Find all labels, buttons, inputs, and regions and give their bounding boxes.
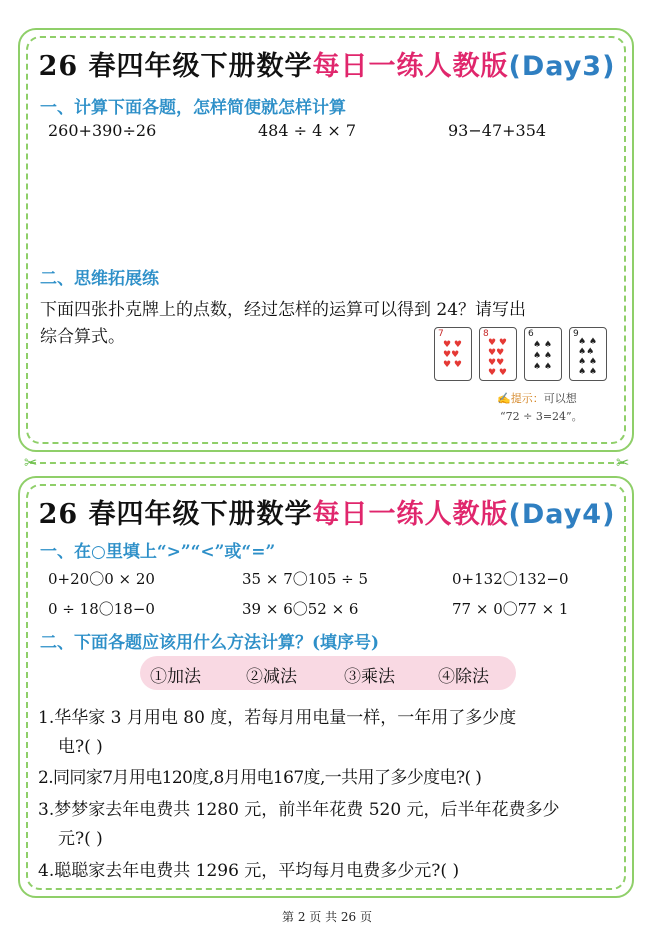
compare-item: 0+132〇132−0 [452,570,569,588]
compare-item: 77 × 0〇77 × 1 [452,600,569,618]
question-1-line1: 1.华华家 3 月用电 80 度，若每月用电量一样，一年用了多少度 [38,708,517,728]
cut-line [30,462,624,464]
option-subtract: ②减法 [246,667,297,687]
day3-calc-2: 484 ÷ 4 × 7 [258,121,357,140]
playing-card-2: 8 ♥ ♥ ♥♥ ♥♥ ♥ ♥ [479,327,517,381]
question-3-line1: 3.梦梦家去年电费共 1280 元，前半年花费 520 元，后半年花费多少 [38,800,560,820]
playing-card-1: 7 ♥ ♥ ♥♥ ♥ ♥ [434,327,472,381]
question-1-line2: 电?( ) [58,737,103,757]
scissors-icon: ✂ [24,453,38,472]
method-options [140,656,516,690]
question-2: 2.同同家7月用电120度,8月用电167度,一共用了多少度电?( ) [38,768,482,788]
heart-icon: ♥ ♥ ♥♥ ♥♥ ♥ ♥ [488,338,507,378]
day4-section1-heading: 一、在○里填上“>”“<”或“=” [40,542,276,562]
spade-icon: ♠ ♠ ♠♠ ♠ ♠ ♠ ♠ [578,337,597,377]
compare-item: 35 × 7〇105 ÷ 5 [242,570,369,588]
day3-calc-3: 93−47+354 [448,121,547,140]
hint-text: “72 ÷ 3=24”。 [500,410,583,423]
day4-section2-heading: 二、下面各题应该用什么方法计算？(填序号) [40,633,380,653]
compare-item: 0+20〇0 × 20 [48,570,155,588]
compare-item: 39 × 6〇52 × 6 [242,600,359,618]
heart-icon: ♥ ♥ ♥♥ ♥ ♥ [443,340,462,370]
day3-section1-heading: 一、计算下面各题，怎样简便就怎样计算 [40,98,346,118]
playing-card-4: 9 ♠ ♠ ♠♠ ♠ ♠ ♠ ♠ [569,327,607,381]
spade-icon: ♠ ♠ ♠ ♠ ♠ ♠ [533,340,552,372]
day3-card [18,28,634,452]
day3-problem-line1: 下面四张扑克牌上的点数，经过怎样的运算可以得到 24？请写出 [40,300,527,320]
compare-item: 0 ÷ 18〇18−0 [48,600,155,618]
day3-section2-heading: 二、思维拓展练 [40,269,159,289]
day3-problem-line2: 综合算式。 [40,327,125,347]
scissors-icon: ✂ [616,453,630,472]
page-footer: 第 2 页 共 26 页 [282,910,372,924]
day4-title: 26 春四年级下册数学每日一练人教版(Day4) [38,499,616,530]
hint-label: ✍提示：可以想 [497,392,577,405]
playing-card-3: 6 ♠ ♠ ♠ ♠ ♠ ♠ [524,327,562,381]
question-4: 4.聪聪家去年电费共 1296 元，平均每月电费多少元?( ) [38,861,460,881]
day3-calc-1: 260+390÷26 [48,121,157,140]
option-add: ①加法 [150,667,201,687]
day3-title: 26 春四年级下册数学每日一练人教版(Day3) [38,51,616,82]
question-3-line2: 元?( ) [58,829,103,849]
option-divide: ④除法 [438,667,489,687]
option-multiply: ③乘法 [344,667,395,687]
